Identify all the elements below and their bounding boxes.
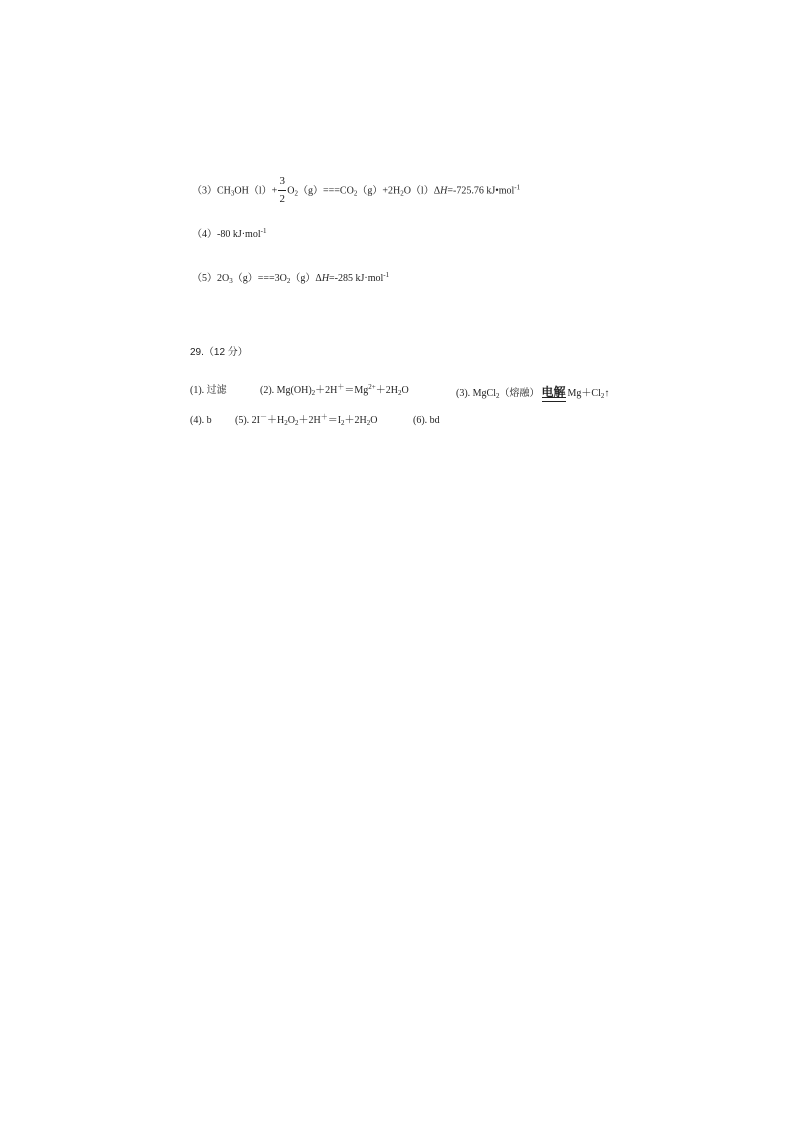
part-3-tail: O（l）Δ [403,185,441,197]
answer-5-sup: － [260,413,267,421]
fraction-denominator: 2 [279,193,286,205]
part-5-a: 2O [217,273,230,284]
answer-part-4 [192,227,267,240]
part-3-value: =-725.76 kJ•mol [447,185,515,197]
answer-5-g: O [370,415,378,426]
answer-5-sub2: 2 [294,419,299,427]
answer-5-b: ＋H [267,415,285,426]
answer-3-c: Mg＋Cl [567,388,601,399]
answer-2-sub: 2 [311,389,316,397]
answer-1: (1). 过滤 [190,385,227,396]
answer-5-sub1: 2 [284,419,288,427]
part-5-c: （g）Δ [290,273,322,284]
part-3-unit-sup: -1 [514,183,521,192]
part-3-h2o-sub: 2 [400,189,404,198]
answer-5-c: O [287,415,295,426]
answer-3-b: （熔融） [499,388,540,399]
fraction-bar [278,190,286,191]
part-4-unit-sup: -1 [260,227,267,235]
answer-2-d: ＋2H [375,385,398,396]
answer-5-a: (5). 2I [235,415,260,426]
answer-2 [260,383,409,397]
answer-5-sub3: 2 [341,419,345,427]
part-5-unit-sup: -1 [383,271,390,279]
answer-3-sub: 2 [496,392,500,400]
part-5-h-italic: H [321,273,330,284]
question-29-heading: 29.（12 分） [190,347,248,358]
part-5-value: =-285 kJ·mol [329,273,384,284]
answer-part-3 [192,176,520,206]
answer-2-sup2: 2+ [368,383,376,391]
answer-5-sup2: ＋ [320,413,328,421]
answer-2-b: ＋2H [315,385,338,396]
part-3-co2-sub: 2 [353,189,358,198]
answer-5-sub4: 2 [366,419,371,427]
answer-5-e: ＝I [327,415,342,426]
answer-5 [235,413,378,427]
part-3-g1: （g）===CO [298,185,354,197]
part-3-o2-sub: 2 [294,189,299,198]
electrolysis-label: 电解 [541,385,566,399]
answer-2-c: ＝Mg [344,385,369,396]
part-3-formula-b: OH（l）+ [234,185,278,197]
part-4-value: -80 kJ·mol [217,229,261,240]
part-3-formula-a: CH [217,185,231,197]
answer-5-f: ＋2H [344,415,367,426]
answer-2-e: O [401,385,409,396]
electrolysis-condition [540,386,568,398]
part-5-a-sub: 3 [229,277,233,285]
answer-3 [456,386,609,399]
answer-3-d: ↑ [604,388,610,399]
answer-5-d: ＋2H [298,415,321,426]
part-3-o2: O [287,185,295,197]
answer-2-a: (2). Mg(OH) [260,385,312,396]
answer-4: (4). b [190,415,212,426]
fraction [278,176,286,206]
part-5-label: （5） [192,273,217,284]
part-4-label: （4） [192,229,217,240]
part-3-g2: （g）+2H [357,185,401,197]
fraction-numerator: 3 [279,175,286,187]
answer-3-sub2: 2 [600,392,605,400]
answer-6: (6). bd [413,415,440,426]
electrolysis-equals-sign [542,397,566,402]
part-3-h-italic: H [440,185,448,197]
part-3-label: （3） [192,185,217,197]
answer-part-5 [192,271,390,285]
answer-3-a: (3). MgCl [456,388,496,399]
answer-2-sup1: ＋ [337,383,345,391]
part-5-b: （g）===3O [232,273,287,284]
answer-2-sub2: 2 [397,389,402,397]
part-3-sub-a: 3 [230,189,235,198]
part-5-b-sub: 2 [286,277,291,285]
